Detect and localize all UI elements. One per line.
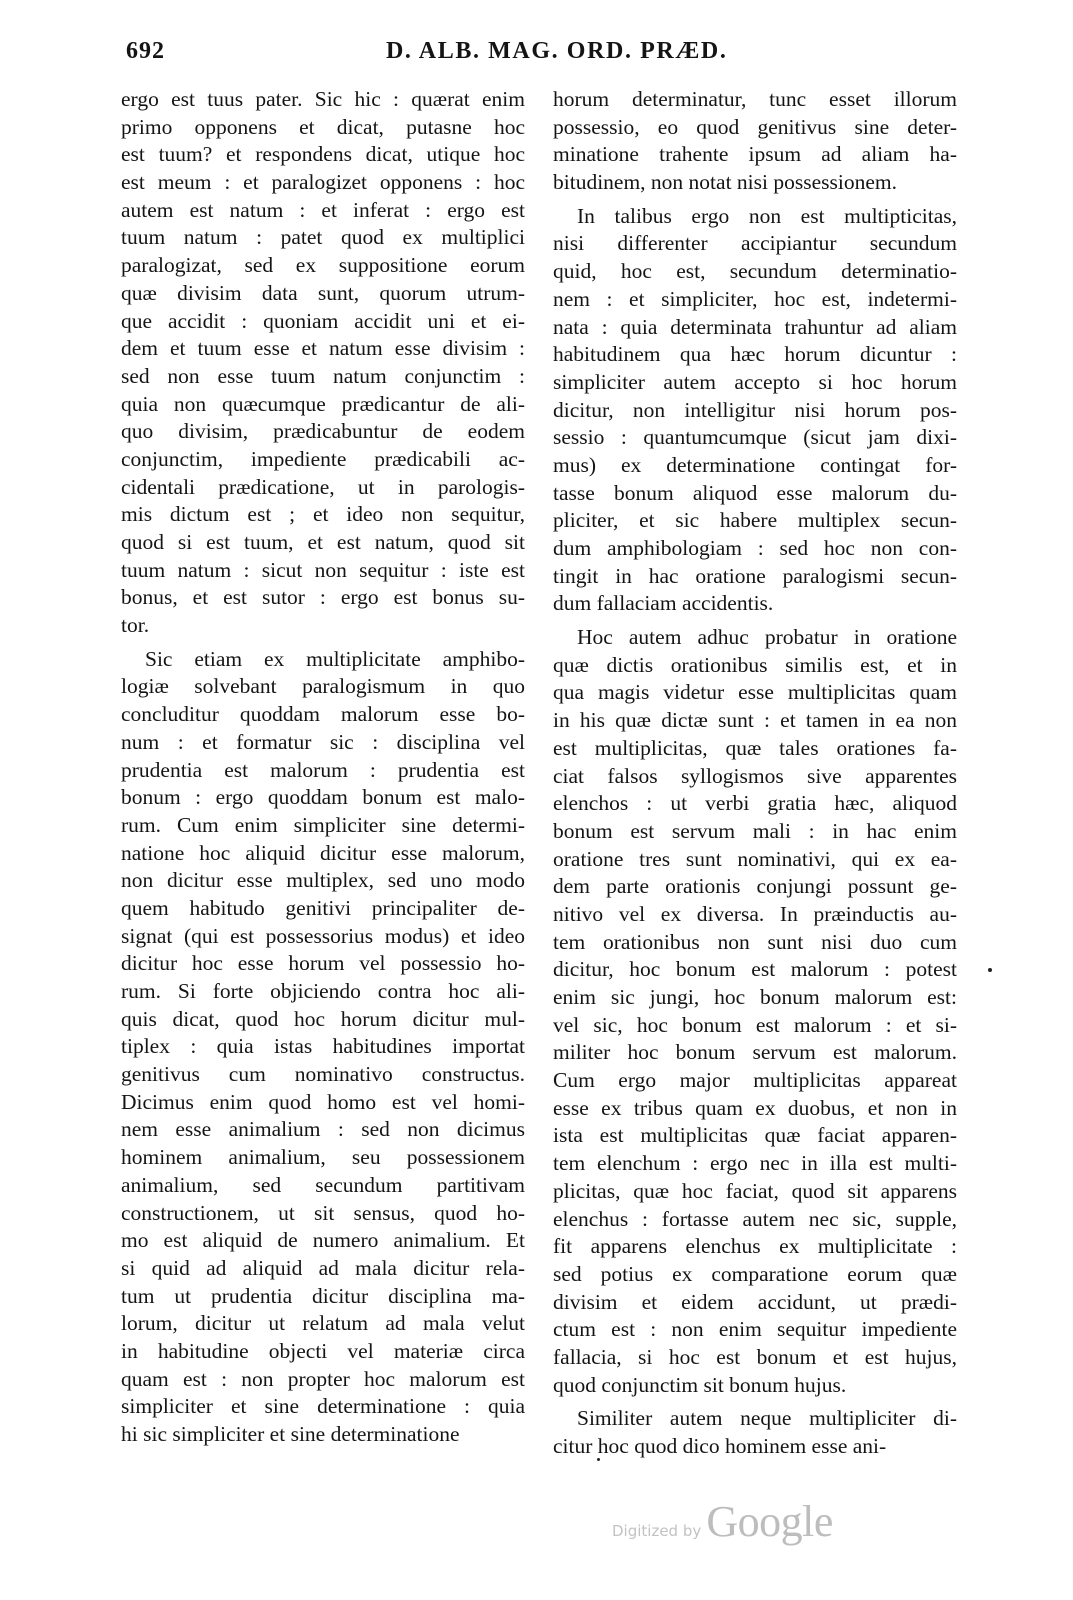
text-line: quem habitudo genitivi principaliter de- bbox=[121, 895, 525, 920]
text-line: hominem animalium, seu possessionem bbox=[121, 1145, 525, 1170]
paragraph bbox=[553, 1405, 957, 1460]
text-line: lorum, dicitur ut relatum ad mala velut bbox=[121, 1311, 525, 1336]
text-line: citur hoc quod dico hominem esse ani- bbox=[553, 1434, 887, 1458]
text-line: tingit in hac oratione paralogismi secun- bbox=[553, 563, 957, 588]
text-line: pliciter, et sic habere multiplex secun- bbox=[553, 508, 957, 533]
text-line: tem elenchum : ergo nec in illa est multi- bbox=[553, 1151, 957, 1176]
text-line: mo est aliquid de numero animalium. Et bbox=[121, 1228, 525, 1253]
google-logo: Google bbox=[706, 1497, 833, 1546]
text-line: conjunctim, impediente prædicabili ac- bbox=[121, 446, 525, 471]
text-line: bonum : ergo quoddam bonum est malo- bbox=[121, 785, 525, 810]
text-line: primo opponens et dicat, putasne hoc bbox=[121, 114, 525, 139]
text-line: fit apparens elenchus ex multiplicitate : bbox=[553, 1234, 957, 1259]
text-line: Dicimus enim quod homo est vel homi- bbox=[121, 1089, 525, 1114]
text-line: militer hoc bonum servum est malorum. bbox=[553, 1040, 957, 1065]
paragraph bbox=[121, 646, 525, 1449]
text-line: que accidit : quoniam accidit uni et ei- bbox=[121, 308, 525, 333]
text-line: dicitur, non intelligitur nisi horum pos- bbox=[553, 397, 957, 422]
text-line: elenchos : ut verbi gratia hæc, aliquod bbox=[553, 791, 957, 816]
text-line: tem orationibus non sunt nisi duo cum bbox=[553, 929, 957, 954]
text-line: divisim et eidem accidunt, ut prædi- bbox=[553, 1289, 957, 1314]
text-line: oratione tres sunt nominativi, qui ex ea- bbox=[553, 846, 957, 871]
text-line: In talibus ergo non est multipticitas, bbox=[577, 203, 957, 228]
text-line: si quid ad aliquid ad mala dicitur rela- bbox=[121, 1255, 525, 1280]
text-line: animalium, sed secundum partitivam bbox=[121, 1172, 525, 1197]
text-line: mus) ex determinatione contingat for- bbox=[553, 452, 957, 477]
text-line: esse ex tribus quam ex duobus, et non in bbox=[553, 1095, 957, 1120]
text-line: quæ dictis orationibus similis est, et in bbox=[553, 652, 957, 677]
text-line: bitudinem, non notat nisi possessionem. bbox=[553, 170, 897, 195]
text-line: est tuum? et respondens dicat, utique hoc bbox=[121, 142, 525, 167]
text-line: Hoc autem adhuc probatur in oratione bbox=[577, 625, 957, 650]
text-line: dum fallaciam accidentis. bbox=[553, 591, 774, 616]
text-line: Similiter autem neque multipliciter di- bbox=[577, 1406, 957, 1431]
text-line: enim sic jungi, hoc bonum malorum est: bbox=[553, 985, 957, 1009]
text-line: rum. Si forte objiciendo contra hoc ali- bbox=[121, 979, 525, 1003]
text-line: num : et formatur sic : disciplina vel bbox=[121, 729, 525, 754]
text-line: constructionem, ut sit sensus, quod ho- bbox=[121, 1200, 525, 1225]
text-line: dum amphibologiam : sed hoc non con- bbox=[553, 536, 957, 560]
text-line: logiæ solvebant paralogismum in quo bbox=[121, 674, 525, 699]
text-line: quod si est tuum, et est natum, quod sit bbox=[121, 530, 525, 554]
running-head: D. ALB. MAG. ORD. PRÆD. bbox=[386, 38, 728, 64]
paragraph bbox=[121, 86, 525, 640]
paragraph bbox=[553, 203, 957, 618]
text-line: tor. bbox=[121, 613, 150, 638]
text-line: concluditur quoddam malorum esse bo- bbox=[121, 702, 525, 727]
text-line: quo divisim, prædicabuntur de eodem bbox=[121, 419, 525, 444]
text-line: quis dicat, quod hoc horum dicitur mul- bbox=[121, 1006, 525, 1031]
digitized-by-google-watermark bbox=[612, 1496, 833, 1547]
text-line: nata : quia determinata trahuntur ad aliam bbox=[553, 314, 957, 339]
text-line: autem est natum : et inferat : ergo est bbox=[121, 197, 525, 222]
text-line: dem parte orationis conjungi possunt ge- bbox=[553, 874, 957, 899]
text-line: sessio : quantumcumque (sicut jam dixi- bbox=[553, 425, 957, 450]
text-line: quod conjunctim sit bonum hujus. bbox=[553, 1372, 847, 1397]
text-line: simpliciter et sine determinatione : quia bbox=[121, 1394, 525, 1419]
text-line: tuum natum : patet quod ex multiplici bbox=[121, 225, 525, 250]
text-line: cidentali prædicatione, ut in parologis- bbox=[121, 474, 525, 499]
text-line: horum determinatur, tunc esset illorum bbox=[553, 87, 957, 111]
text-line: possessio, eo quod genitivus sine deter- bbox=[553, 114, 957, 139]
page-number: 692 bbox=[126, 38, 165, 64]
text-line: ista est multiplicitas quæ faciat apparen- bbox=[553, 1123, 957, 1148]
text-line: simpliciter autem accepto si hoc horum bbox=[553, 369, 957, 394]
text-line: fallacia, si hoc est bonum et est hujus, bbox=[553, 1344, 957, 1369]
text-line: bonum est servum mali : in hac enim bbox=[553, 818, 957, 843]
text-line: ctum est : non enim sequitur impediente bbox=[553, 1317, 957, 1342]
text-line: quam est : non propter hoc malorum est bbox=[121, 1366, 525, 1391]
text-line: Cum ergo major multiplicitas appareat bbox=[553, 1068, 957, 1093]
text-line: genitivus cum nominativo constructus. bbox=[121, 1062, 525, 1087]
text-line: tum ut prudentia dicitur disciplina ma- bbox=[121, 1283, 525, 1308]
text-line: tasse bonum aliquod esse malorum du- bbox=[553, 480, 957, 505]
text-line: sed non esse tuum natum conjunctim : bbox=[121, 363, 525, 388]
text-line: nitivo vel ex diversa. In præinductis au- bbox=[553, 901, 957, 926]
text-line: vel sic, hoc bonum est malorum : et si- bbox=[553, 1012, 957, 1037]
text-line: nisi differenter accipiantur secundum bbox=[553, 231, 957, 256]
text-line: habitudinem qua hæc horum dicuntur : bbox=[553, 342, 957, 367]
text-line: dicitur hoc esse horum vel possessio ho- bbox=[121, 951, 525, 976]
text-line: ergo est tuus pater. Sic hic : quærat enim bbox=[121, 87, 525, 111]
ink-speck bbox=[988, 968, 992, 972]
text-line: quia non quæcumque prædicantur de ali- bbox=[121, 391, 525, 416]
text-line: sed potius ex comparatione eorum quæ bbox=[553, 1261, 957, 1286]
text-column-right bbox=[553, 86, 957, 1461]
text-line: qua magis videtur esse multiplicitas quam bbox=[553, 680, 957, 705]
text-line: est multiplicitas, quæ tales orationes fa- bbox=[553, 735, 957, 760]
text-line: mis dictum est ; et ideo non sequitur, bbox=[121, 502, 525, 527]
text-line: Sic etiam ex multiplicitate amphibo- bbox=[145, 646, 525, 671]
text-line: nem : et simpliciter, hoc est, indetermi- bbox=[553, 286, 957, 311]
text-line: natione hoc aliquid dicitur esse malorum, bbox=[121, 840, 525, 865]
text-line: rum. Cum enim simpliciter sine determi- bbox=[121, 812, 525, 837]
text-line: nem esse animalium : sed non dicimus bbox=[121, 1117, 525, 1142]
text-line: est meum : et paralogizet opponens : hoc bbox=[121, 170, 525, 195]
text-line: quæ divisim data sunt, quorum utrum- bbox=[121, 280, 525, 305]
text-line: dem et tuum esse et natum esse divisim : bbox=[121, 336, 525, 361]
text-line: prudentia est malorum : prudentia est bbox=[121, 757, 525, 782]
text-line: dicitur, hoc bonum est malorum : potest bbox=[553, 957, 957, 982]
watermark-prefix: Digitized by bbox=[612, 1522, 702, 1540]
text-line: signat (qui est possessorius modus) et ideo bbox=[121, 923, 525, 948]
paragraph bbox=[553, 624, 957, 1399]
text-line: non dicitur esse multiplex, sed uno modo bbox=[121, 868, 525, 893]
text-line: tuum natum : sicut non sequitur : iste est bbox=[121, 557, 525, 582]
text-line: plicitas, quæ hoc faciat, quod sit apparens bbox=[553, 1178, 957, 1203]
text-line: tiplex : quia istas habitudines importat bbox=[121, 1034, 525, 1059]
text-column-left bbox=[121, 86, 525, 1449]
ink-speck bbox=[597, 1458, 600, 1461]
text-line: in his quæ dictæ sunt : et tamen in ea non bbox=[553, 708, 957, 733]
text-line: in habitudine objecti vel materiæ circa bbox=[121, 1338, 525, 1363]
text-line: minatione trahente ipsum ad aliam ha- bbox=[553, 142, 957, 167]
paragraph bbox=[553, 86, 957, 197]
text-line: bonus, et est sutor : ergo est bonus su- bbox=[121, 585, 525, 610]
text-line: elenchus : fortasse autem nec sic, supple, bbox=[553, 1206, 957, 1231]
text-line: ciat falsos syllogismos sive apparentes bbox=[553, 763, 957, 788]
text-line: paralogizat, sed ex suppositione eorum bbox=[121, 253, 525, 278]
text-line: hi sic simpliciter et sine determinatione bbox=[121, 1422, 460, 1446]
text-line: quid, hoc est, secundum determinatio- bbox=[553, 259, 957, 284]
